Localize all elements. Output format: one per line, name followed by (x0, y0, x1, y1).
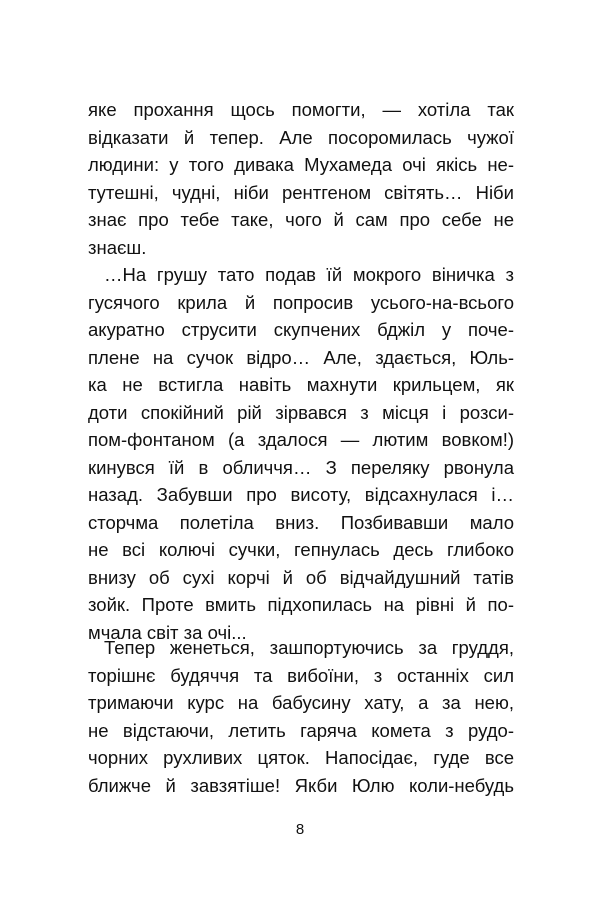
text-line: яке прохання щось помогти, — хотіла так (88, 99, 514, 120)
text-line: пом-фонтаном (а здалося — лютим вовком!) (88, 429, 514, 450)
text-line: тутешні, чудні, ніби рентгеном світять… Ніби (88, 181, 514, 203)
text-line: мчала світ за очі... (88, 621, 247, 643)
text-line: внизу об сухі корчі й об відчайдушний татів (88, 566, 514, 588)
text-line: назад. Забувши про висоту, відсахнулася і… (88, 484, 514, 505)
text-line: Тепер женеться, зашпортуючись за груддя, (104, 637, 514, 658)
paragraph-teper (88, 634, 514, 799)
text-line: гусячого крила й попросив усього-на-всього (88, 291, 514, 313)
text-line: людини: у того дивака Мухамеда очі якісь не- (88, 154, 514, 175)
text-line: …На грушу тато подав їй мокрого віничка з (104, 264, 514, 285)
text-line: зойк. Проте вмить підхопилась на рівні й по- (88, 594, 514, 615)
page-number: 8 (295, 821, 305, 838)
text-line: відказати й тепер. Але посоромилась чужої (88, 126, 514, 148)
text-line: плене на сучок відро… Але, здається, Юль- (88, 346, 514, 368)
text-line: знає про тебе таке, чого й сам про себе не (88, 209, 514, 230)
text-line: ка не встигла навіть махнути крильцем, як (88, 374, 514, 395)
text-line: знаєш. (88, 236, 147, 258)
text-line: торішнє будяччя та вибоїни, з останніх сил (88, 664, 514, 686)
text-line: доти спокійний рій зірвався з місця і розси- (88, 401, 514, 423)
text-line: чорних рухливих цяток. Напосідає, гуде все (88, 747, 514, 768)
text-line: ближче й завзятіше! Якби Юлю коли-небудь (88, 774, 514, 796)
text-block-lower (88, 634, 514, 799)
text-line: не відстаючи, летить гаряча комета з рудо- (88, 719, 514, 741)
text-line: тримаючи курс на бабусину хату, а за нею, (88, 692, 514, 713)
text-line: акуратно струсити скупчених бджіл у поче- (88, 319, 514, 340)
text-line: кинувся їй в обличчя… З переляку рвонула (88, 456, 514, 478)
paragraph-continued (88, 96, 514, 261)
text-block-upper (88, 96, 514, 646)
text-line: сторчма полетіла вниз. Позбивавши мало (88, 511, 514, 533)
text-line: не всі колючі сучки, гепнулась десь глибоко (88, 539, 514, 560)
paragraph-grusha (88, 261, 514, 646)
